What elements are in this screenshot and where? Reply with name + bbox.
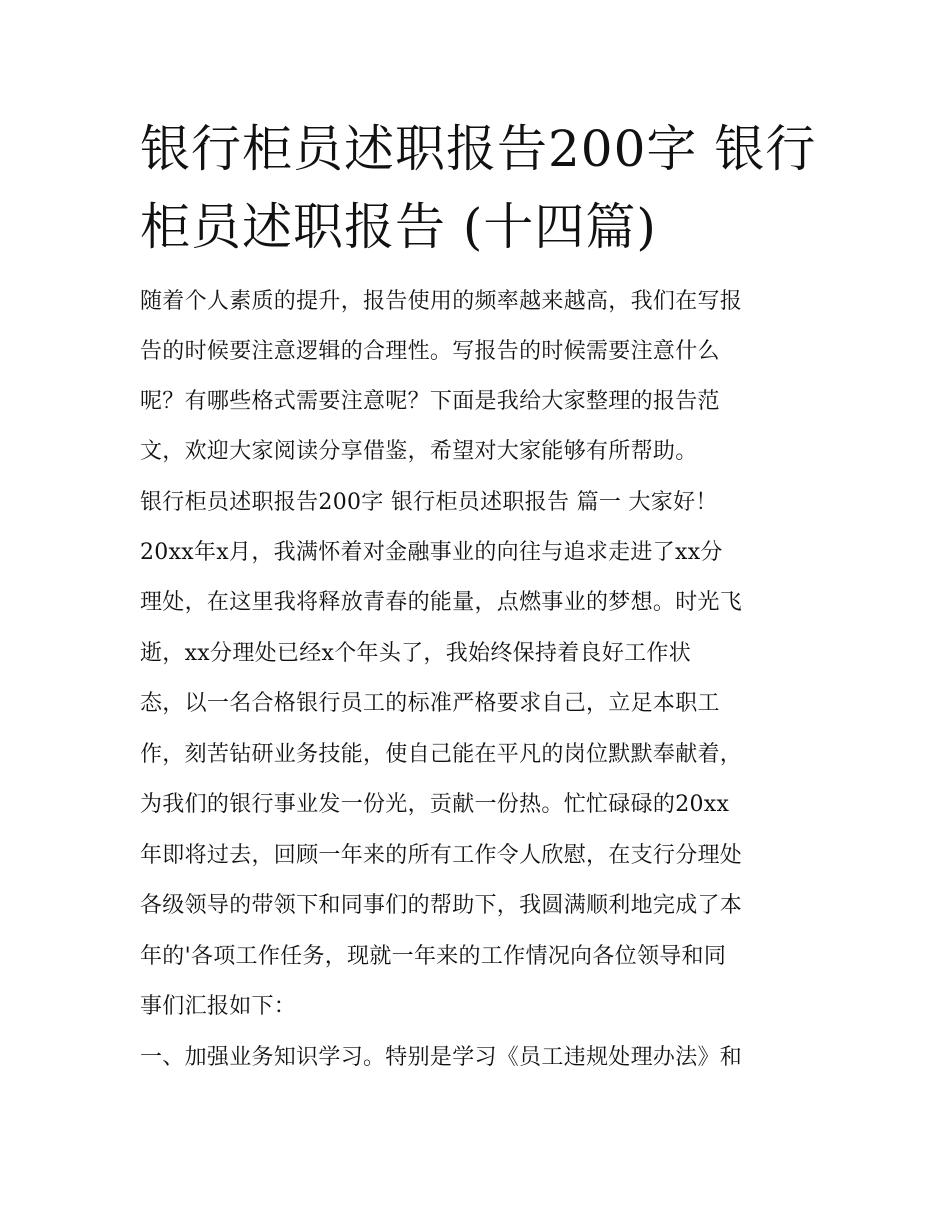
title-line-1: 银行柜员述职报告200字 银行 xyxy=(140,120,817,178)
body-line-1: 随着个人素质的提升，报告使用的频率越来越高，我们在写报 xyxy=(140,289,743,314)
body-line-11: 为我们的银行事业发一份光，贡献一份热。忙忙碌碌的20xx xyxy=(140,792,730,817)
body-line-4: 文，欢迎大家阅读分享借鉴，希望对大家能够有所帮助。 xyxy=(140,439,698,464)
body-line-6: 20xx年x月，我满怀着对金融事业的向往与追求走进了xx分 xyxy=(140,540,723,565)
body-line-9: 态，以一名合格银行员工的标准严格要求自己，立足本职工 xyxy=(140,691,720,716)
body-line-2: 告的时候要注意逻辑的合理性。写报告的时候需要注意什么 xyxy=(140,339,720,364)
body-line-14: 年的'各项工作任务，现就一年来的工作情况向各位领导和同 xyxy=(140,944,727,969)
body-line-12: 年即将过去，回顾一年来的所有工作令人欣慰，在支行分理处 xyxy=(140,843,743,868)
title-line-2: 柜员述职报告 (十四篇) xyxy=(140,198,657,256)
section-heading-line: 银行柜员述职报告200字 银行柜员述职报告 篇一 大家好！ xyxy=(140,490,718,515)
body-line-15: 事们汇报如下： xyxy=(140,994,297,1019)
body-line-8: 逝，xx分理处已经x个年头了，我始终保持着良好工作状 xyxy=(140,641,692,666)
body-line-10: 作，刻苦钻研业务技能，使自己能在平凡的岗位默默奉献着， xyxy=(140,742,743,767)
document-title xyxy=(140,110,820,266)
body-line-3: 呢？有哪些格式需要注意呢？下面是我给大家整理的报告范 xyxy=(140,389,720,414)
body-line-7: 理处，在这里我将释放青春的能量，点燃事业的梦想。时光飞 xyxy=(140,590,743,615)
body-line-16: 一、加强业务知识学习。特别是学习《员工违规处理办法》和 xyxy=(140,1045,743,1070)
body-line-13: 各级领导的带领下和同事们的帮助下，我圆满顺利地完成了本 xyxy=(140,893,743,918)
